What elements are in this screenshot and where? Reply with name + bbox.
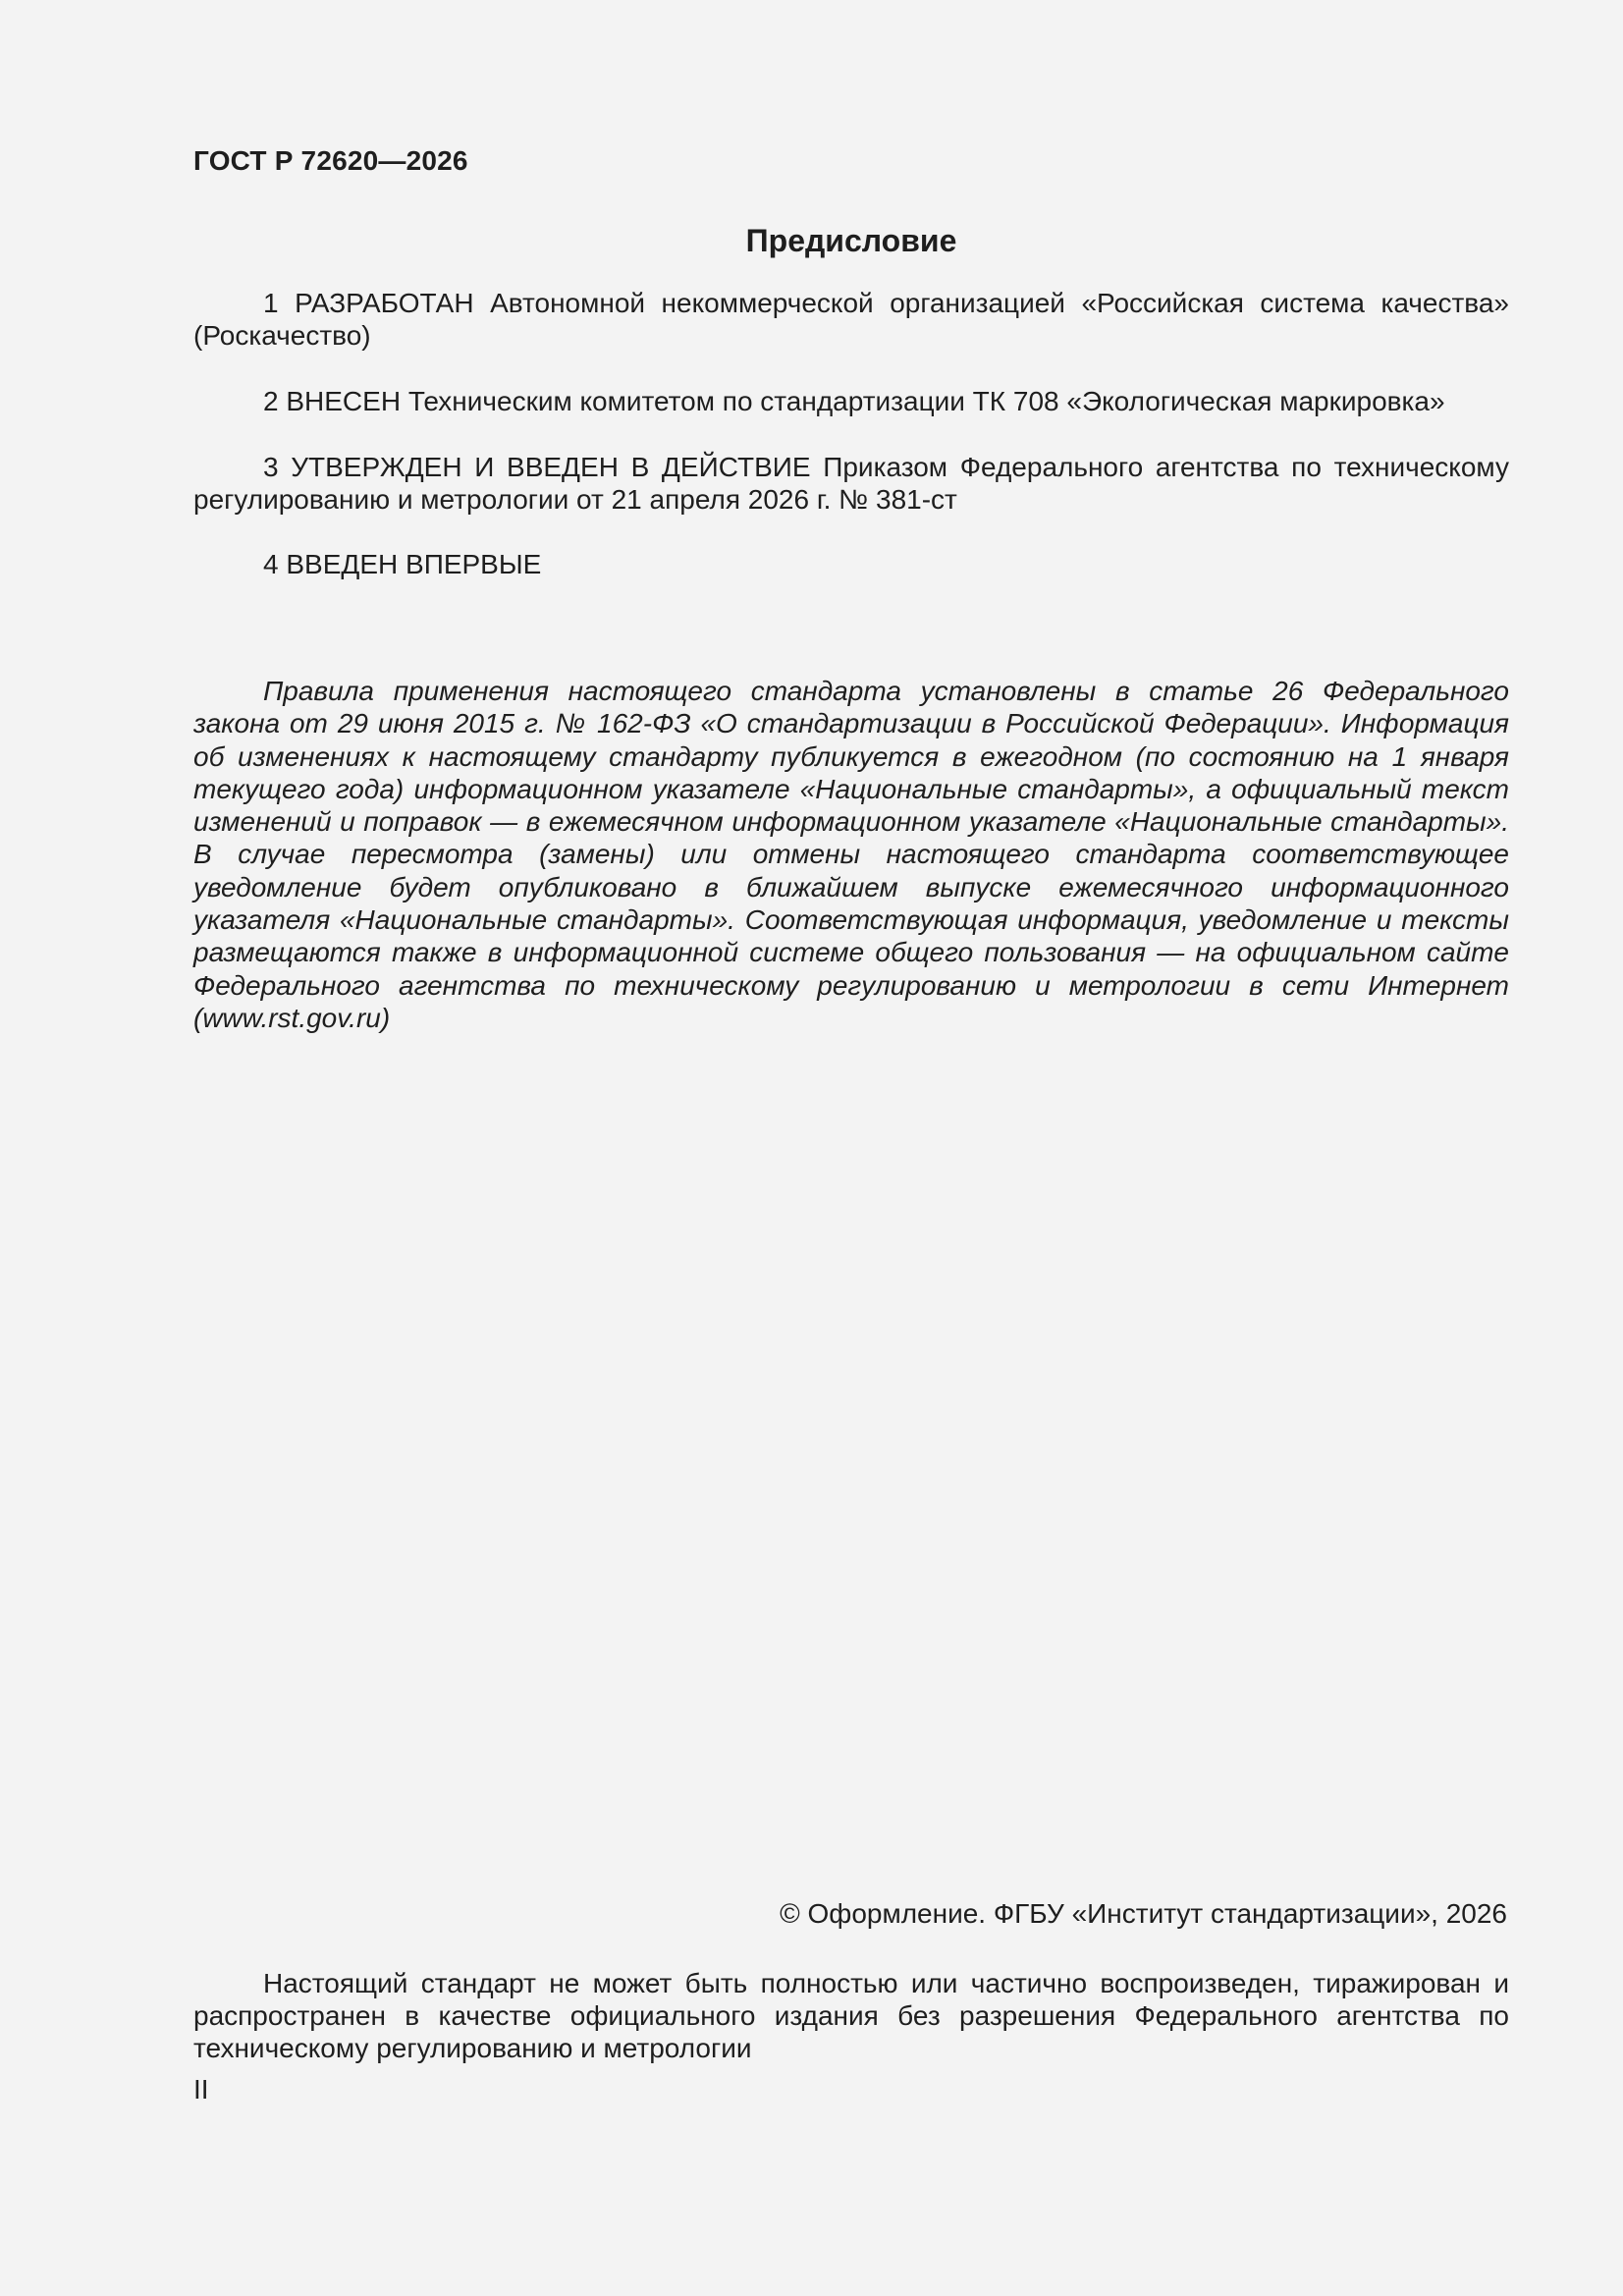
- document-id-header: ГОСТ Р 72620—2026: [193, 145, 468, 176]
- foreword-item-3: 3 УТВЕРЖДЕН И ВВЕДЕН В ДЕЙСТВИЕ Приказом Федерального агентства по техническому регулированию и метрологии от 21 апреля 2026 г. № 381-ст: [193, 452, 1509, 515]
- foreword-title: Предисловие: [745, 223, 957, 258]
- standard-application-notice: Правила применения настоящего стандарта установлены в статье 26 Федерального закона от 29 июня 2015 г. № 162-ФЗ «О стандартизации в Российской Федерации». Информация об изменениях к настоящему стандарту публикуется в ежегодном (по состоянию на 1 января текущего года) информационном указателе «Национальные стандарты», а официальный текст изменений и поправок — в ежемесячном информационном указателе «Национальные стандарты». В случае пересмотра (замены) или отмены настоящего стандарта соответствующее уведомление будет опубликовано в ближайшем выпуске ежемесячного информационного указателя «Национальные стандарты». Соответствующая информация, уведомление и тексты размещаются также в информационной системе общего пользования — на официальном сайте Федерального агентства по техническому регулированию и метрологии в сети Интернет (www.rst.gov.ru): [193, 676, 1509, 1033]
- copyright-line: © Оформление. ФГБУ «Институт стандартизации», 2026: [780, 1898, 1507, 1929]
- foreword-item-4: 4 ВВЕДЕН ВПЕРВЫЕ: [263, 549, 542, 579]
- reproduction-notice: Настоящий стандарт не может быть полностью или частично воспроизведен, тиражирован и распространен в качестве официального издания без разрешения Федерального агентства по техническому регулированию и метрологии: [193, 1968, 1509, 2063]
- foreword-item-1: 1 РАЗРАБОТАН Автономной некоммерческой организацией «Российская система качества» (Роскачество): [193, 288, 1509, 351]
- foreword-item-2: 2 ВНЕСЕН Техническим комитетом по стандартизации ТК 708 «Экологическая маркировка»: [263, 386, 1445, 416]
- page-number: II: [193, 2074, 209, 2105]
